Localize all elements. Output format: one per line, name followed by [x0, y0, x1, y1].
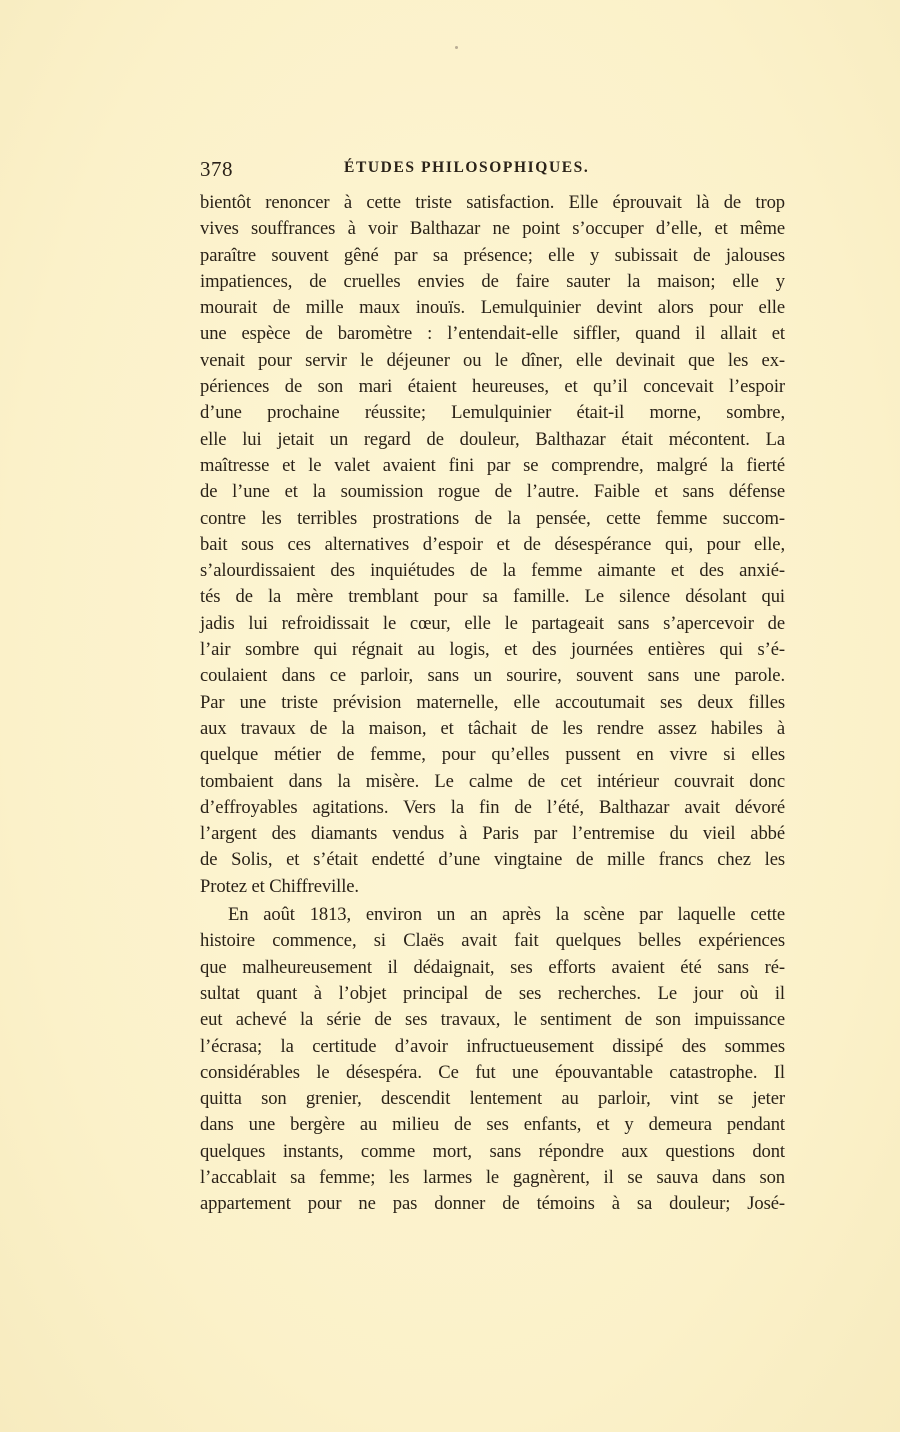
text-line: appartement pour ne pas donner de témoins à sa douleur; José- — [200, 1193, 785, 1215]
text-line: périences de son mari étaient heureuses, et qu’il concevait l’espoir — [200, 376, 785, 398]
text-line: considérables le désespéra. Ce fut une épouvantable catastrophe. Il — [200, 1061, 785, 1083]
text-line: quelques instants, comme mort, sans répondre aux questions dont — [200, 1140, 785, 1162]
paper-speck — [455, 46, 458, 49]
text-line: d’une prochaine réussite; Lemulquinier était-il morne, sombre, — [200, 402, 785, 424]
text-line: coulaient dans ce parloir, sans un sourire, souvent sans une parole. — [200, 665, 785, 687]
text-line: maîtresse et le valet avaient fini par se comprendre, malgré la fierté — [200, 454, 785, 476]
text-line: Par une triste prévision maternelle, elle accoutumait ses deux filles — [200, 691, 785, 713]
text-line: une espèce de baromètre : l’entendait-elle siffler, quand il allait et — [200, 323, 785, 345]
text-line: sultat quant à l’objet principal de ses recherches. Le jour où il — [200, 982, 785, 1004]
text-line: d’effroyables agitations. Vers la fin de l’été, Balthazar avait dévoré — [200, 796, 785, 818]
text-line: que malheureusement il dédaignait, ses efforts avaient été sans ré- — [200, 956, 785, 978]
text-line: quitta son grenier, descendit lentement au parloir, vint se jeter — [200, 1088, 785, 1110]
text-line: tés de la mère tremblant pour sa famille. Le silence désolant qui — [200, 586, 785, 608]
text-line: l’argent des diamants vendus à Paris par l’entremise du vieil abbé — [200, 823, 785, 845]
text-line: Protez et Chiffreville. — [200, 875, 359, 897]
page-number: 378 — [200, 157, 233, 181]
text-line: bientôt renoncer à cette triste satisfaction. Elle éprouvait là de trop — [200, 192, 785, 213]
text-line: vives souffrances à voir Balthazar ne point s’occuper d’elle, et même — [200, 218, 785, 240]
running-title: ÉTUDES PHILOSOPHIQUES. — [344, 159, 590, 176]
page-header — [200, 157, 785, 183]
text-line: paraître souvent gêné par sa présence; elle y subissait de jalouses — [200, 244, 785, 266]
text-line: l’accablait sa femme; les larmes le gagnèrent, il se sauva dans son — [200, 1166, 785, 1188]
text-line: En août 1813, environ un an après la scène par laquelle cette — [228, 904, 785, 926]
text-line: de Solis, et s’était endetté d’une vingtaine de mille francs chez les — [200, 849, 785, 871]
text-line: de l’une et la soumission rogue de l’autre. Faible et sans défense — [200, 481, 785, 503]
text-line: histoire commence, si Claës avait fait quelques belles expériences — [200, 930, 785, 952]
body-text — [200, 190, 785, 1218]
text-line: eut achevé la série de ses travaux, le sentiment de son impuissance — [200, 1009, 785, 1031]
text-line: tombaient dans la misère. Le calme de cet intérieur couvrait donc — [200, 770, 785, 792]
text-line: l’écrasa; la certitude d’avoir infructueusement dissipé des sommes — [200, 1035, 785, 1057]
text-line: l’air sombre qui régnait au logis, et des journées entières qui s’é- — [200, 639, 785, 661]
text-line: aux travaux de la maison, et tâchait de les rendre assez habiles à — [200, 717, 785, 739]
text-line: impatiences, de cruelles envies de faire sauter la maison; elle y — [200, 270, 785, 292]
text-line: s’alourdissaient des inquiétudes de la femme aimante et des anxié- — [200, 560, 785, 582]
text-line: dans une bergère au milieu de ses enfants, et y demeura pendant — [200, 1114, 785, 1136]
text-line: elle lui jetait un regard de douleur, Balthazar était mécontent. La — [200, 428, 785, 450]
text-line: jadis lui refroidissait le cœur, elle le partageait sans s’apercevoir de — [200, 612, 785, 634]
text-line: contre les terribles prostrations de la pensée, cette femme succom- — [200, 507, 785, 529]
text-line: mourait de mille maux inouïs. Lemulquinier devint alors pour elle — [200, 297, 785, 319]
text-line: bait sous ces alternatives d’espoir et de désespérance qui, pour elle, — [200, 533, 785, 555]
text-line: venait pour servir le déjeuner ou le dîner, elle devinait que les ex- — [200, 349, 785, 371]
text-line: quelque métier de femme, pour qu’elles pussent en vivre si elles — [200, 744, 785, 766]
